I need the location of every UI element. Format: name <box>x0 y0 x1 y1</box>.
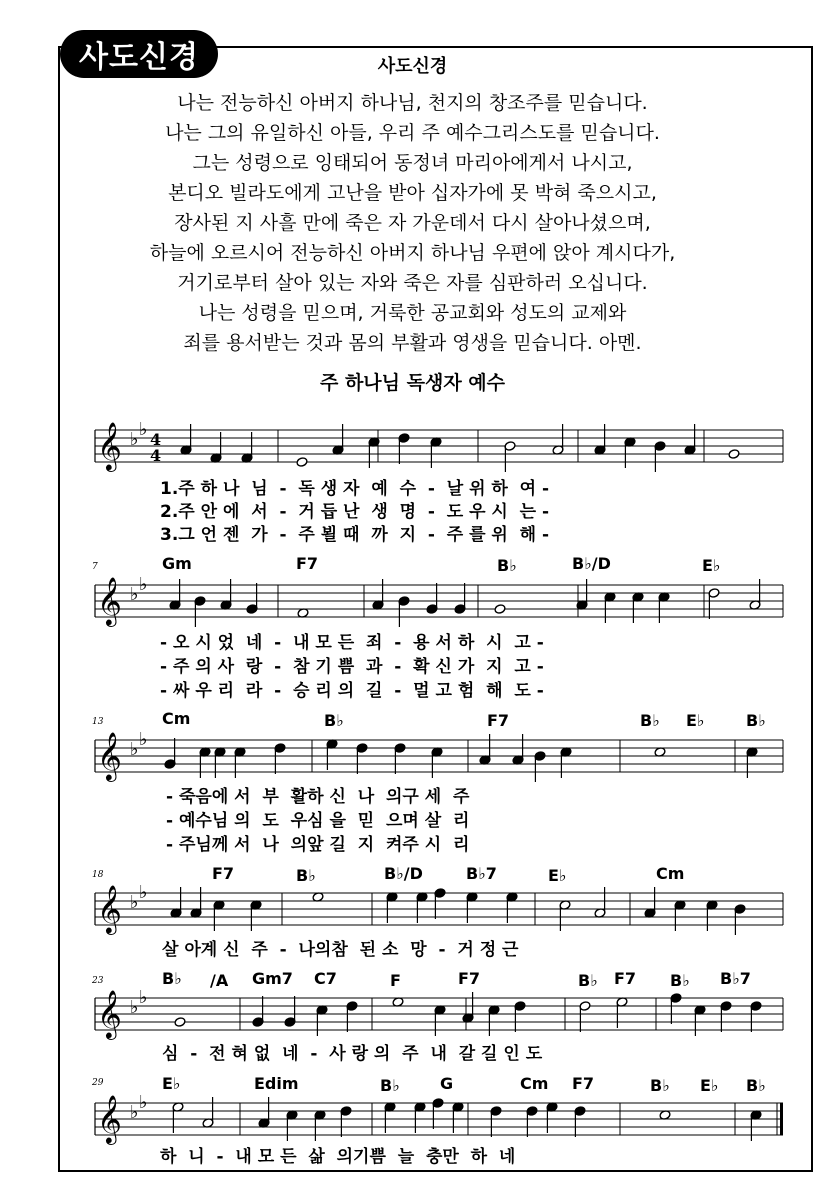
flat-icon: ♭ <box>130 429 139 450</box>
creed-line: 하늘에 오르시어 전능하신 아버지 하나님 우편에 앉아 계시다가, <box>149 242 676 264</box>
lyric-verse-2: - 예수님 의 도 우심 을 믿 으며 살 리 <box>166 811 470 831</box>
chord-symbol: F <box>390 971 401 990</box>
creed-line: 장사된 지 사흘 만에 죽은 자 가운데서 다시 살아나셨으며, <box>174 212 651 234</box>
creed-line: 나는 전능하신 아버지 하나님, 천지의 창조주를 믿습니다. <box>177 92 648 114</box>
note-head <box>174 1017 186 1028</box>
chord-symbol: E♭ <box>548 866 567 885</box>
chord-symbol: Gm <box>162 554 192 573</box>
chord-symbol: B♭ <box>497 556 517 575</box>
lyric-verse-1: 1.주 하 나 님 - 독 생 자 예 수 - 날 위 하 여 - <box>160 479 550 499</box>
flat-icon: ♭ <box>139 729 148 750</box>
lyric-verse-1: 하 니 - 내 모 든 삶 의기쁨 늘 충만 하 네 <box>160 1147 516 1167</box>
chord-symbol: F7 <box>614 969 637 988</box>
final-barline <box>780 1103 783 1135</box>
lyric-verse-3: - 싸 우 리 라 - 승 리 의 길 - 멀 고 험 해 도 - <box>160 681 544 701</box>
chord-symbol: B♭7 <box>466 864 497 883</box>
creed-line: 나는 그의 유일하신 아들, 우리 주 예수그리스도를 믿습니다. <box>165 122 660 144</box>
song-title: 주 하나님 독생자 예수 <box>319 372 506 394</box>
chord-symbol: B♭ <box>650 1076 670 1095</box>
chord-symbol: Cm <box>162 709 191 728</box>
chord-symbol: B♭ <box>640 711 660 730</box>
chord-symbol: B♭ <box>296 866 316 885</box>
measure-number: 13 <box>92 717 104 727</box>
chord-symbol: F7 <box>458 969 481 988</box>
note-head <box>296 457 308 468</box>
chord-symbol: /A <box>210 971 229 990</box>
flat-icon: ♭ <box>130 892 139 913</box>
chord-symbol: B♭ <box>162 969 182 988</box>
lyric-verse-2: - 주 의 사 랑 - 참 기 쁨 과 - 확 신 가 지 고 - <box>160 657 544 677</box>
lyric-verse-3: 3.그 언 젠 가 - 주 뵐 때 까 지 - 주 를 위 해 - <box>160 525 550 545</box>
lyric-verse-2: 2.주 안 에 서 - 거 듭 난 생 명 - 도 우 시 는 - <box>160 502 550 522</box>
chord-symbol: Edim <box>254 1074 299 1093</box>
lyric-verse-1: 심 - 전 혀 없 네 - 사 랑 의 주 내 갈 길 인 도 <box>162 1044 543 1064</box>
chord-symbol: E♭ <box>162 1074 181 1093</box>
chord-symbol: Cm <box>520 1074 549 1093</box>
lyric-verse-1: 살 아계 신 주 - 나의참 된 소 망 - 거 정 근 <box>162 940 519 960</box>
creed-line: 나는 성령을 믿으며, 거룩한 공교회와 성도의 교제와 <box>198 302 627 324</box>
flat-icon: ♭ <box>130 584 139 605</box>
treble-clef-icon: 𝄞 <box>97 576 122 625</box>
chord-symbol: B♭/D <box>384 864 423 883</box>
chord-symbol: Gm7 <box>252 969 293 988</box>
chord-symbol: C7 <box>314 969 337 988</box>
creed-line: 죄를 용서받는 것과 몸의 부활과 영생을 믿습니다. 아멘. <box>183 332 642 354</box>
chord-symbol: E♭ <box>686 711 705 730</box>
measure-number: 18 <box>92 870 104 880</box>
treble-clef-icon: 𝄞 <box>97 1094 122 1143</box>
flat-icon: ♭ <box>139 987 148 1008</box>
chord-symbol: B♭ <box>746 1076 766 1095</box>
treble-clef-icon: 𝄞 <box>97 989 122 1038</box>
flat-icon: ♭ <box>139 882 148 903</box>
lyric-verse-1: - 오 시 었 네 - 내 모 든 죄 - 용 서 하 시 고 - <box>160 633 544 653</box>
flat-icon: ♭ <box>130 739 139 760</box>
section-tab: 사도신경 <box>60 30 218 78</box>
treble-clef-icon: 𝄞 <box>97 731 122 780</box>
chord-symbol: Cm <box>656 864 685 883</box>
flat-icon: ♭ <box>139 1092 148 1113</box>
creed-line: 거기로부터 살아 있는 자와 죽은 자를 심판하러 오십니다. <box>177 272 648 294</box>
chord-symbol: F7 <box>296 554 319 573</box>
creed-title: 사도신경 <box>377 56 448 77</box>
chord-symbol: E♭ <box>702 556 721 575</box>
chord-symbol: F7 <box>572 1074 595 1093</box>
time-signature-denominator: 4 <box>150 446 162 465</box>
chord-symbol: B♭ <box>324 711 344 730</box>
chord-symbol: B♭/D <box>572 554 611 573</box>
measure-number: 29 <box>92 1078 104 1088</box>
chord-symbol: F7 <box>487 711 510 730</box>
lyric-verse-1: - 죽음에 서 부 활하 신 나 의구 세 주 <box>166 787 470 807</box>
note-head <box>494 604 506 615</box>
note-head <box>728 449 740 460</box>
chord-symbol: G <box>440 1074 454 1093</box>
creed-line: 그는 성령으로 잉태되어 동정녀 마리아에게서 나시고, <box>192 152 633 174</box>
chord-symbol: B♭ <box>578 971 598 990</box>
chord-symbol: B♭ <box>746 711 766 730</box>
chord-symbol: B♭ <box>670 971 690 990</box>
lyric-verse-3: - 주님께 서 나 의앞 길 지 켜주 시 리 <box>166 835 470 855</box>
chord-symbol: B♭7 <box>720 969 751 988</box>
flat-icon: ♭ <box>130 997 139 1018</box>
measure-number: 7 <box>92 562 98 572</box>
chord-symbol: E♭ <box>700 1076 719 1095</box>
flat-icon: ♭ <box>139 419 148 440</box>
measure-number: 23 <box>92 976 104 986</box>
chord-symbol: F7 <box>212 864 235 883</box>
flat-icon: ♭ <box>139 574 148 595</box>
treble-clef-icon: 𝄞 <box>97 421 122 470</box>
time-signature-numerator: 4 <box>150 430 162 449</box>
chord-symbol: B♭ <box>380 1076 400 1095</box>
treble-clef-icon: 𝄞 <box>97 884 122 933</box>
flat-icon: ♭ <box>130 1102 139 1123</box>
creed-line: 본디오 빌라도에게 고난을 받아 십자가에 못 박혀 죽으시고, <box>168 182 657 204</box>
